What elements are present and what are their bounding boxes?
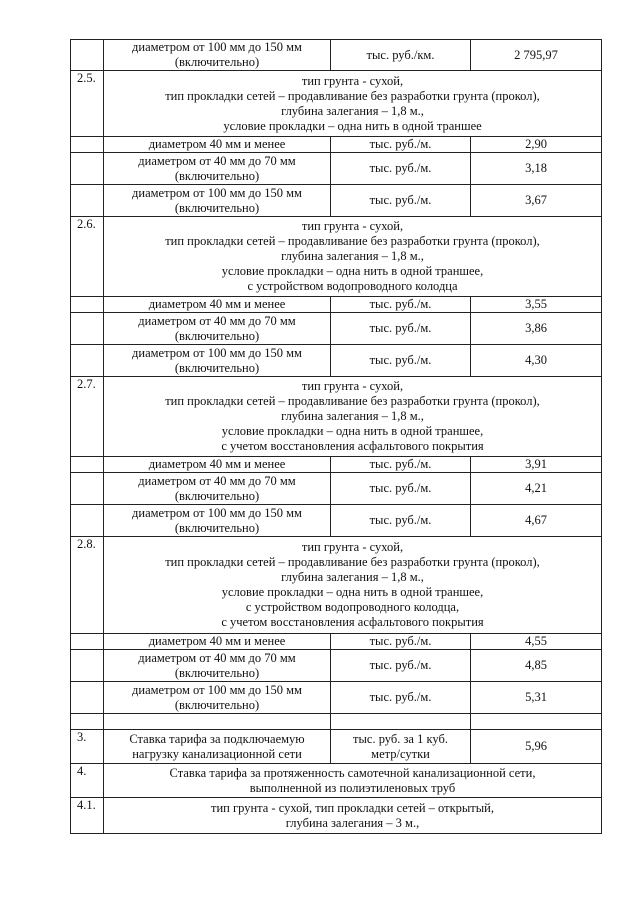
row-number: 4. xyxy=(71,764,104,798)
table-row xyxy=(71,473,602,505)
section-header: тип грунта - сухой, тип прокладки сетей – продавливание без разработки грунта (прокол), глубина залегания – 1,8 м., условие прокладки – одна нить в одной траншее xyxy=(104,71,602,137)
unit-cell: тыс. руб./м. xyxy=(331,137,471,153)
table-row xyxy=(71,71,602,137)
value-cell: 2,90 xyxy=(471,137,602,153)
row-number xyxy=(71,345,104,377)
unit-cell: тыс. руб./м. xyxy=(331,650,471,682)
diameter-description: диаметром 40 мм и менее xyxy=(104,457,331,473)
diameter-description: диаметром от 100 мм до 150 мм (включительно) xyxy=(104,185,331,217)
section-header: тип грунта - сухой, тип прокладки сетей – продавливание без разработки грунта (прокол), глубина залегания – 1,8 м., условие прокладки – одна нить в одной траншее, с учетом восстановления асфальтового покрытия xyxy=(104,377,602,457)
row-number xyxy=(71,153,104,185)
diameter-description: диаметром от 100 мм до 150 мм (включительно) xyxy=(104,505,331,537)
table-row-blank xyxy=(71,714,602,730)
unit-cell: тыс. руб./м. xyxy=(331,473,471,505)
diameter-description: диаметром от 40 мм до 70 мм (включительно) xyxy=(104,313,331,345)
value-cell: 5,31 xyxy=(471,682,602,714)
diameter-description: диаметром от 40 мм до 70 мм (включительно) xyxy=(104,153,331,185)
table-row xyxy=(71,634,602,650)
section-header: Ставка тарифа за протяженность самотечной канализационной сети, выполненной из полиэтиленовых труб xyxy=(104,764,602,798)
value-cell: 3,67 xyxy=(471,185,602,217)
diameter-description: диаметром 40 мм и менее xyxy=(104,297,331,313)
unit-cell: тыс. руб./м. xyxy=(331,457,471,473)
row-number: 2.6. xyxy=(71,217,104,297)
unit-cell: тыс. руб./м. xyxy=(331,682,471,714)
diameter-description: диаметром от 100 мм до 150 мм (включительно) xyxy=(104,682,331,714)
table-row xyxy=(71,377,602,457)
table-row xyxy=(71,682,602,714)
row-number xyxy=(71,457,104,473)
unit-cell: тыс. руб./км. xyxy=(331,40,471,71)
unit-cell: тыс. руб./м. xyxy=(331,505,471,537)
diameter-description: диаметром от 100 мм до 150 мм (включительно) xyxy=(104,40,331,71)
table-row xyxy=(71,457,602,473)
value-cell: 5,96 xyxy=(471,730,602,764)
value-cell: 3,86 xyxy=(471,313,602,345)
value-cell xyxy=(471,714,602,730)
unit-cell: тыс. руб./м. xyxy=(331,345,471,377)
table-row xyxy=(71,650,602,682)
diameter-description: диаметром 40 мм и менее xyxy=(104,137,331,153)
value-cell: 4,30 xyxy=(471,345,602,377)
table-row xyxy=(71,40,602,71)
table-row xyxy=(71,153,602,185)
unit-cell: тыс. руб./м. xyxy=(331,185,471,217)
table-row xyxy=(71,730,602,764)
row-number xyxy=(71,40,104,71)
row-number xyxy=(71,297,104,313)
value-cell: 4,55 xyxy=(471,634,602,650)
row-number xyxy=(71,634,104,650)
row-number xyxy=(71,473,104,505)
row-number xyxy=(71,505,104,537)
unit-cell: тыс. руб./м. xyxy=(331,634,471,650)
section-header: тип грунта - сухой, тип прокладки сетей – продавливание без разработки грунта (прокол), глубина залегания – 1,8 м., условие прокладки – одна нить в одной траншее, с устройством водопроводного колодца xyxy=(104,217,602,297)
value-cell: 3,18 xyxy=(471,153,602,185)
section-header: тип грунта - сухой, тип прокладки сетей – открытый, глубина залегания – 3 м., xyxy=(104,798,602,834)
row-number xyxy=(71,714,104,730)
table-row xyxy=(71,297,602,313)
value-cell: 2 795,97 xyxy=(471,40,602,71)
row-number: 2.5. xyxy=(71,71,104,137)
row-number xyxy=(71,313,104,345)
table-row xyxy=(71,185,602,217)
row-number: 2.8. xyxy=(71,537,104,634)
table-row xyxy=(71,345,602,377)
diameter-description: диаметром 40 мм и менее xyxy=(104,634,331,650)
table-row xyxy=(71,137,602,153)
table-row xyxy=(71,313,602,345)
diameter-description: диаметром от 100 мм до 150 мм (включительно) xyxy=(104,345,331,377)
unit-cell: тыс. руб./м. xyxy=(331,297,471,313)
value-cell: 4,85 xyxy=(471,650,602,682)
table-row xyxy=(71,798,602,834)
table-row xyxy=(71,217,602,297)
table-row xyxy=(71,505,602,537)
section-header: тип грунта - сухой, тип прокладки сетей – продавливание без разработки грунта (прокол), глубина залегания – 1,8 м., условие прокладки – одна нить в одной траншее, с устройством водопроводного колодца, с учетом восстановления асфальтового покрытия xyxy=(104,537,602,634)
row-number xyxy=(71,137,104,153)
unit-cell: тыс. руб. за 1 куб. метр/сутки xyxy=(331,730,471,764)
row-number: 2.7. xyxy=(71,377,104,457)
diameter-description xyxy=(104,714,331,730)
diameter-description: диаметром от 40 мм до 70 мм (включительно) xyxy=(104,473,331,505)
value-cell: 3,91 xyxy=(471,457,602,473)
row-number xyxy=(71,185,104,217)
unit-cell: тыс. руб./м. xyxy=(331,313,471,345)
row-number: 3. xyxy=(71,730,104,764)
value-cell: 4,21 xyxy=(471,473,602,505)
table-row xyxy=(71,537,602,634)
row-number: 4.1. xyxy=(71,798,104,834)
row-number xyxy=(71,682,104,714)
row-number xyxy=(71,650,104,682)
table-row xyxy=(71,764,602,798)
rate-description: Ставка тарифа за подключаемую нагрузку канализационной сети xyxy=(104,730,331,764)
diameter-description: диаметром от 40 мм до 70 мм (включительно) xyxy=(104,650,331,682)
unit-cell xyxy=(331,714,471,730)
value-cell: 4,67 xyxy=(471,505,602,537)
value-cell: 3,55 xyxy=(471,297,602,313)
tariff-table xyxy=(70,39,602,834)
unit-cell: тыс. руб./м. xyxy=(331,153,471,185)
